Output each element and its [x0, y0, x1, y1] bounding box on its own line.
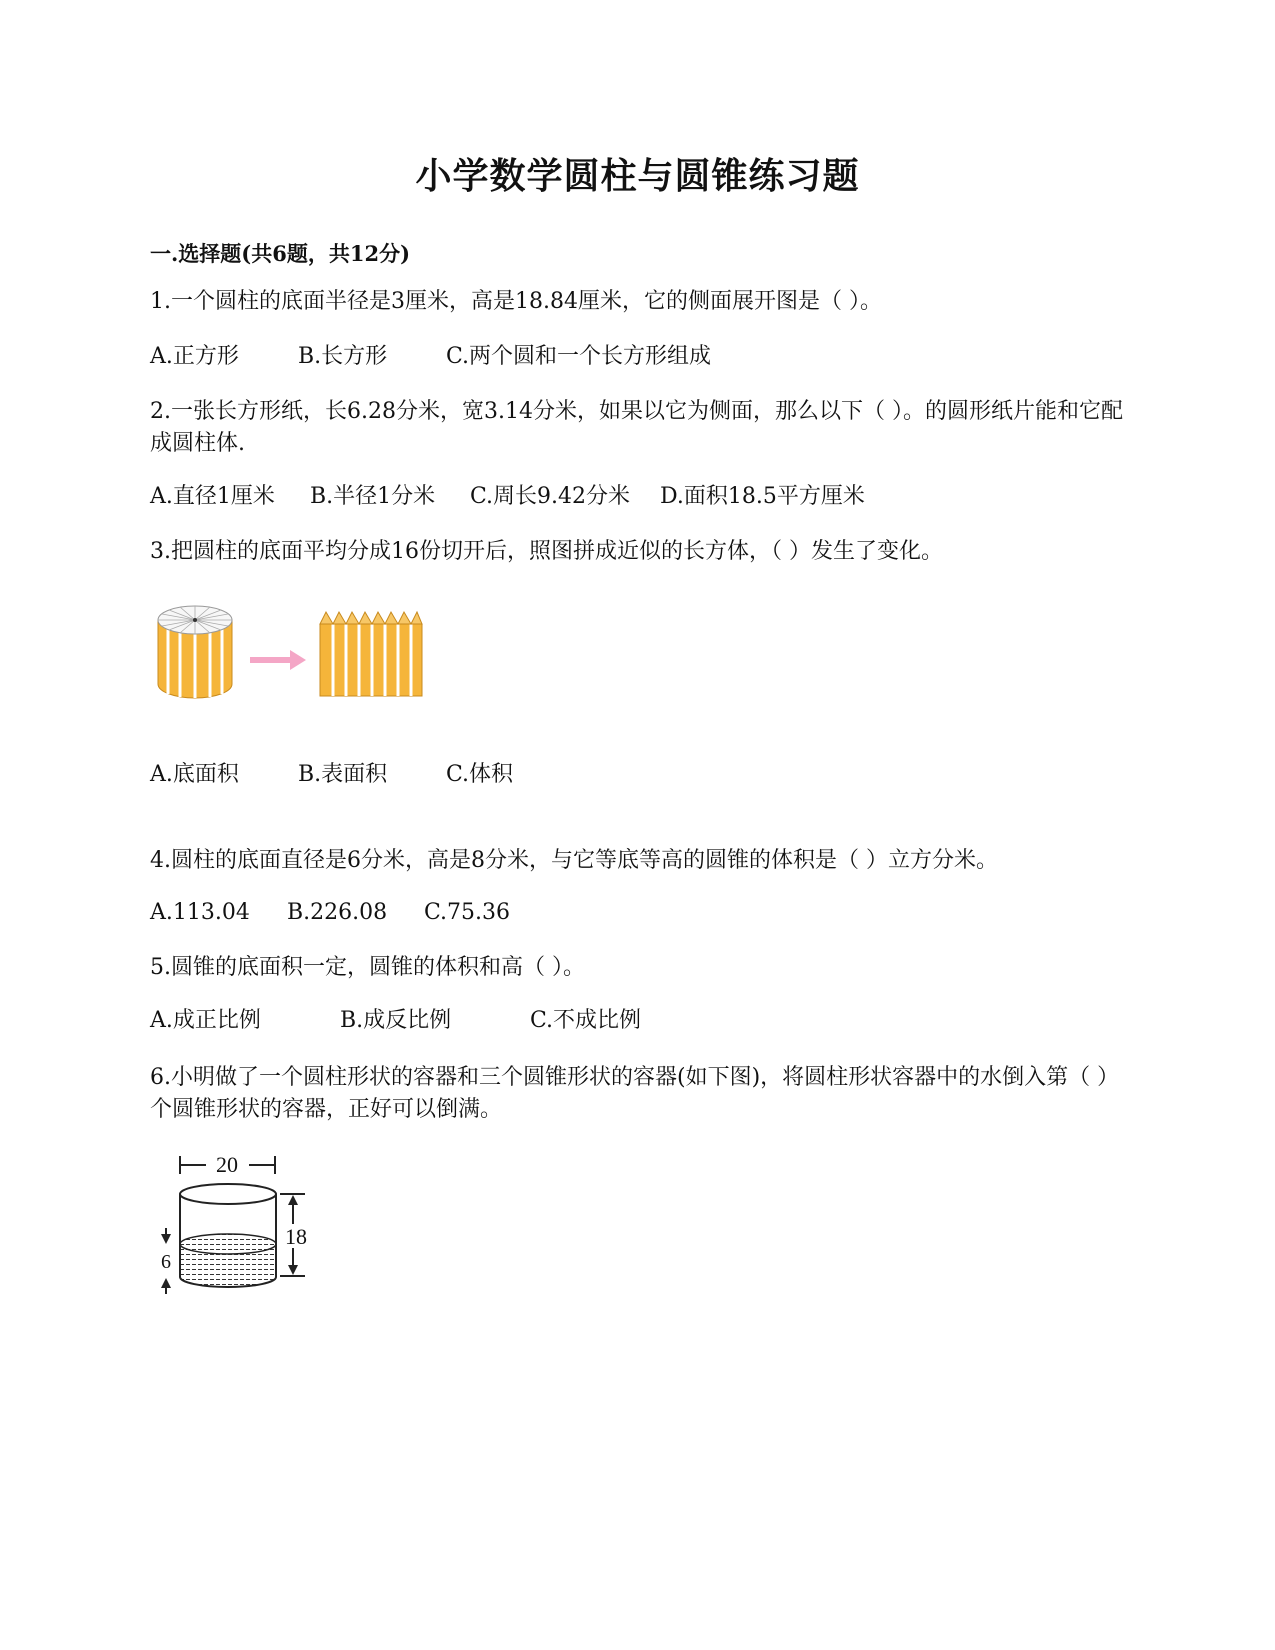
- question-4: 4.圆柱的底面直径是6分米，高是8分米，与它等底等高的圆锥的体积是（ ）立方分米。: [150, 848, 998, 873]
- option-a[interactable]: A.113.04: [150, 900, 250, 925]
- question-2: 2.一张长方形纸，长6.28分米，宽3.14分米，如果以它为侧面，那么以下（ ）。的圆形纸片能和它配成圆柱体.: [150, 399, 1123, 456]
- diameter-label: 20: [216, 1152, 238, 1177]
- option-c[interactable]: C.不成比例: [530, 1008, 642, 1033]
- option-c[interactable]: C.两个圆和一个长方形组成: [446, 344, 712, 369]
- option-b[interactable]: B.226.08: [287, 900, 388, 925]
- question-2-options: [150, 482, 865, 512]
- option-a[interactable]: A.成正比例: [150, 1008, 261, 1033]
- cylinder-cut-icon: [158, 606, 232, 698]
- option-c[interactable]: C.体积: [446, 762, 514, 787]
- cylinder-container-figure: [150, 1152, 320, 1302]
- option-d[interactable]: D.面积18.5平方厘米: [660, 484, 865, 509]
- question-5: 5.圆锥的底面积一定，圆锥的体积和高（ ）。: [150, 955, 585, 980]
- option-c[interactable]: C.75.36: [424, 900, 511, 925]
- option-b[interactable]: B.半径1分米: [310, 484, 436, 509]
- option-c[interactable]: C.周长9.42分米: [470, 484, 631, 509]
- question-3-options: [150, 760, 513, 790]
- question-3: 3.把圆柱的底面平均分成16份切开后，照图拼成近似的长方体，（ ）发生了变化。: [150, 539, 943, 564]
- option-a[interactable]: A.直径1厘米: [150, 484, 275, 509]
- question-6: 6.小明做了一个圆柱形状的容器和三个圆锥形状的容器(如下图)，将圆柱形状容器中的水倒入第（ ）个圆锥形状的容器，正好可以倒满。: [150, 1065, 1120, 1122]
- cylinder-to-cuboid-figure: [150, 598, 450, 706]
- water-height-label: 6: [161, 1251, 171, 1273]
- question-1: 1.一个圆柱的底面半径是3厘米，高是18.84厘米，它的侧面展开图是（ ）。: [150, 289, 882, 314]
- question-4-options: [150, 898, 510, 928]
- arrow-icon: [250, 650, 306, 670]
- question-5-options: [150, 1006, 641, 1036]
- option-b[interactable]: B.表面积: [298, 762, 388, 787]
- height-label: 18: [285, 1224, 307, 1249]
- option-b[interactable]: B.长方形: [298, 344, 388, 369]
- section-heading: 一.选择题(共6题，共12分): [150, 241, 411, 266]
- cuboid-icon: [320, 612, 422, 696]
- question-1-options: [150, 342, 711, 372]
- option-a[interactable]: A.正方形: [150, 344, 239, 369]
- option-b[interactable]: B.成反比例: [340, 1008, 452, 1033]
- option-a[interactable]: A.底面积: [150, 762, 239, 787]
- page-title: 小学数学圆柱与圆锥练习题: [415, 155, 860, 197]
